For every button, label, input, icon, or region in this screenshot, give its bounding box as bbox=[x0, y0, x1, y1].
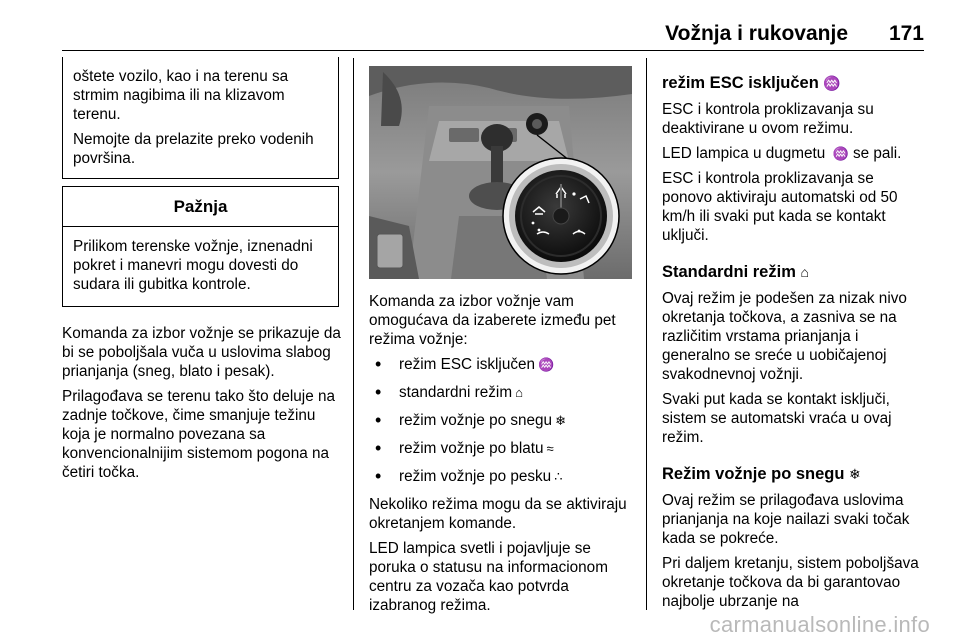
drive-mode-list bbox=[369, 355, 633, 486]
standard-paragraph-2: Svaki put kada se kontakt isključi, sistem se automatski vraća u ovaj režim. bbox=[662, 391, 892, 446]
header-rule bbox=[62, 50, 924, 51]
esc-off-icon: ♒ bbox=[823, 75, 841, 91]
list-item: • režim vožnje po blatu ≈ bbox=[369, 439, 633, 458]
list-item: • režim vožnje po pesku ∴ bbox=[369, 467, 633, 486]
box-text-2: Nemojte da prelazite preko vodenih površina. bbox=[73, 131, 314, 167]
chapter-title: Vožnja i rukovanje bbox=[665, 22, 848, 45]
illustration-svg bbox=[369, 66, 632, 279]
watermark: carmanualsonline.info bbox=[709, 612, 930, 637]
column-divider-right bbox=[646, 58, 647, 610]
esc-paragraph-1: ESC i kontrola proklizavanja su deaktivirane u ovom režimu. bbox=[662, 101, 874, 137]
sand-mode-icon: ∴ bbox=[554, 469, 563, 484]
warning-box bbox=[62, 186, 339, 307]
page-number: 171 bbox=[888, 22, 924, 45]
right-column-text bbox=[662, 72, 924, 617]
snow-paragraph-2: Pri daljem kretanju, sistem poboljšava okretanje točkova da bi garantovao najbolje ubrzanje na bbox=[662, 555, 919, 610]
mud-mode-icon: ≈ bbox=[546, 441, 554, 456]
snow-paragraph-1: Ovaj režim se prilagođava uslovima prianjanja na koje nailazi svaki točak kada se pokreće. bbox=[662, 492, 910, 547]
standard-mode-icon: ⌂ bbox=[800, 264, 809, 280]
box-text-1: oštete vozilo, kao i na terenu sa strmim nagibima ili na klizavom terenu. bbox=[73, 68, 289, 123]
heading-snow-mode: Režim vožnje po snegu ❄ bbox=[662, 465, 861, 483]
esc-off-icon: ♒ bbox=[832, 146, 849, 161]
standard-paragraph-1: Ovaj režim je podešen za nizak nivo okretanja točkova, a zasniva se na različitim vrstama prianjanja i generalno se sreće u uobičajenoj svakodnevnoj vožnji. bbox=[662, 290, 907, 383]
middle-intro: Komanda za izbor vožnje vam omogućava da izaberete između pet režima vožnje: bbox=[369, 293, 616, 348]
drive-mode-selector-illustration bbox=[369, 66, 632, 279]
list-item: • standardni režim ⌂ bbox=[369, 383, 633, 402]
list-item: • režim vožnje po snegu ❄ bbox=[369, 411, 633, 430]
warning-text: Prilikom terenske vožnje, iznenadni pokret i manevri mogu dovesti do sudara ili gubitka kontrole. bbox=[73, 238, 313, 293]
heading-esc-off: režim ESC isključen ♒ bbox=[662, 74, 841, 92]
esc-paragraph-2: LED lampica u dugmetu ♒ se pali. bbox=[662, 145, 902, 162]
middle-column-text bbox=[369, 292, 633, 621]
left-paragraph-2: Prilagođava se terenu tako što deluje na zadnje točkove, čime smanjuje težinu koja je normalno povezana sa konvencionalnijim sistemom pogona na četiri točka. bbox=[62, 388, 335, 481]
standard-mode-icon: ⌂ bbox=[515, 385, 523, 400]
snow-mode-icon: ❄ bbox=[555, 413, 566, 428]
continued-warning-box bbox=[62, 57, 339, 179]
esc-paragraph-3: ESC i kontrola proklizavanja se ponovo aktiviraju automatski od 50 km/h ili svaki put kada se kontakt uključi. bbox=[662, 170, 898, 244]
warning-title: Pažnja bbox=[63, 187, 338, 227]
esc-off-icon: ♒ bbox=[538, 357, 555, 372]
list-item: • režim ESC isključen ♒ bbox=[369, 355, 633, 374]
heading-standard-mode: Standardni režim ⌂ bbox=[662, 263, 809, 281]
middle-paragraph-1: Nekoliko režima mogu da se aktiviraju okretanjem komande. bbox=[369, 496, 627, 532]
column-divider-left bbox=[353, 58, 354, 610]
page-header bbox=[0, 0, 960, 58]
middle-paragraph-2: LED lampica svetli i pojavljuje se poruka o statusu na informacionom centru za vozača kao potvrda izabranog režima. bbox=[369, 540, 608, 614]
snow-mode-icon: ❄ bbox=[849, 466, 861, 482]
left-column-text bbox=[62, 324, 344, 488]
left-paragraph-1: Komanda za izbor vožnje se prikazuje da bi se poboljšala vuča u uslovima slabog prianjanja (sneg, blato i pesak). bbox=[62, 325, 341, 380]
